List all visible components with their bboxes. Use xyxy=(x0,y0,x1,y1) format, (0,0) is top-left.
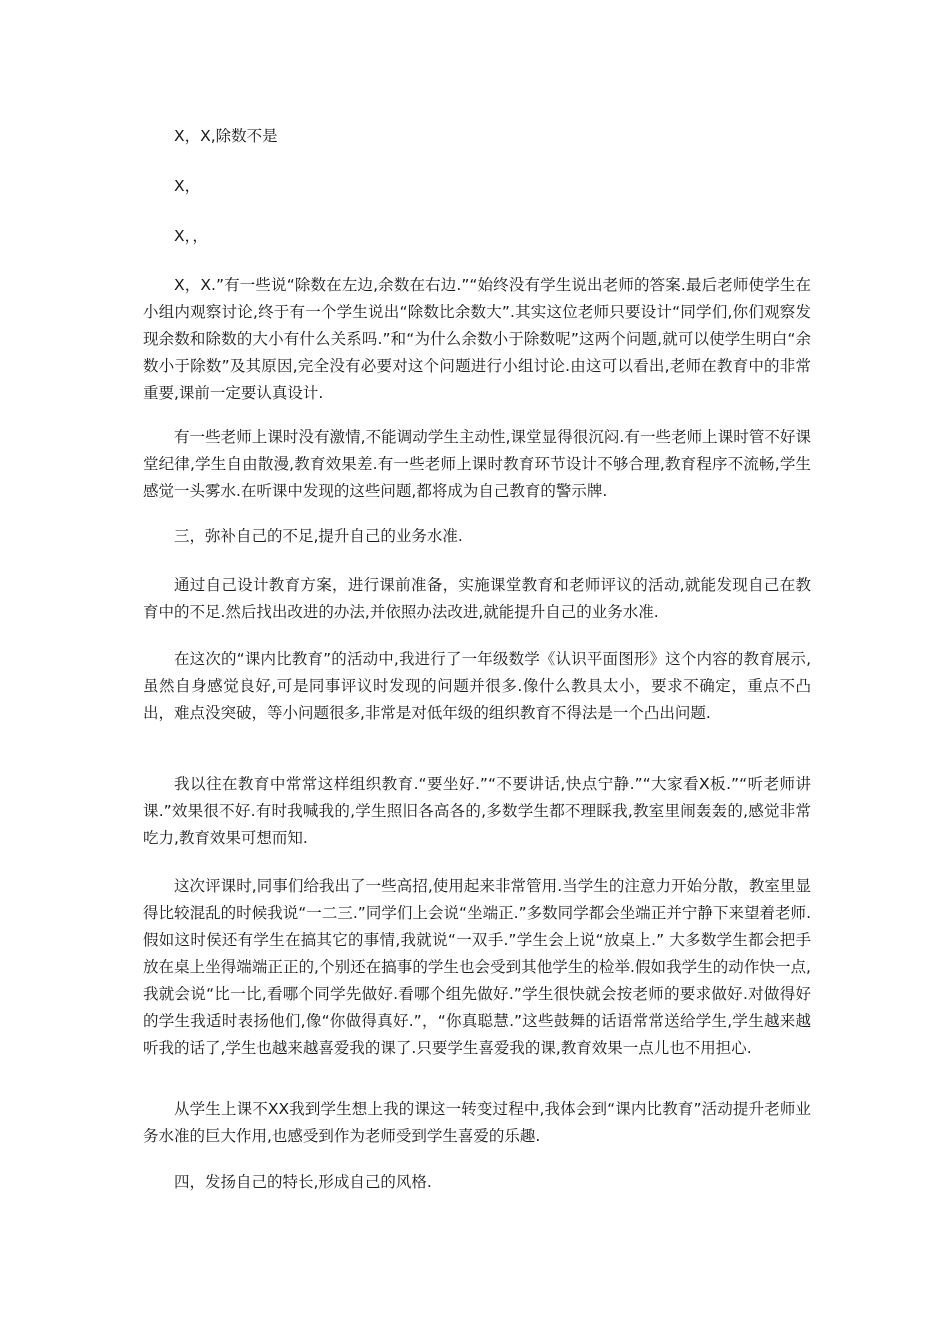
paragraph-3: X，， xyxy=(174,227,208,245)
paragraph-8: 我以往在教育中常常这样组织教育.“要坐好.”“不要讲话,快点宁静.”“大家看X板.”“听老师讲课.”效果很不好.有时我喊我的,学生照旧各高各的,多数学生都不理睬我,教室里闹轰轰的,感觉非常吃力,教育效果可想而知. xyxy=(143,775,811,847)
paragraph-6: 通过自己设计教育方案，进行课前准备，实施课堂教育和老师评议的活动,就能发现自己在教育中的不足.然后找出改进的办法,并依照办法改进,就能提升自己的业务水准. xyxy=(143,576,811,621)
paragraph-2: X， xyxy=(174,177,201,195)
paragraph-5: 有一些老师上课时没有激情,不能调动学生主动性,课堂显得很沉闷.有一些老师上课时管不好课堂纪律,学生自由散漫,教育效果差.有一些老师上课时教育环节设计不够合理,教育程序不流畅,学生感觉一头雾水.在听课中发现的这些问题,都将成为自己教育的警示牌. xyxy=(143,428,811,500)
paragraph-1: X，X,除数不是 xyxy=(174,127,278,145)
paragraph-4: X，X.”有一些说“除数在左边,余数在右边.”“始终没有学生说出老师的答案.最后老师使学生在小组内观察讨论,终于有一个学生说出“除数比余数大”.其实这位老师只要设计“同学们,你们观察发现余数和除数的大小有什么关系吗.”和“为什么余数小于除数呢”这两个问题,就可以使学生明白“余数小于除数”及其原因,完全没有必要对这个问题进行小组讨论.由这可以看出,老师在教育中的非常重要,课前一定要认真设计. xyxy=(143,276,811,402)
section-heading-3: 三，弥补自己的不足,提升自己的业务水准. xyxy=(174,527,463,545)
paragraph-7: 在这次的“课内比教育”的活动中,我进行了一年级数学《认识平面图形》这个内容的教育展示,虽然自身感觉良好,可是同事评议时发现的问题并很多.像什么教具太小，要求不确定，重点不凸出，难点没突破，等小问题很多,非常是对低年级的组织教育不得法是一个凸出问题. xyxy=(143,650,811,722)
paragraph-9: 这次评课时,同事们给我出了一些高招,使用起来非常管用.当学生的注意力开始分散，教室里显得比较混乱的时候我说“一二三.”同学们上会说“坐端正.”多数同学都会坐端正并宁静下来望着老师.假如这时侯还有学生在搞其它的事情,我就说“一双手.”学生会上说“放桌上.” 大多数学生都会把手放在桌上坐得端端正正的,个别还在搞事的学生也会受到其他学生的检举.假如我学生的动作快一点,我就会说“比一比,看哪个同学先做好.看哪个组先做好.”学生很快就会按老师的要求做好.对做得好的学生我适时表扬他们,像“你做得真好.”，“你真聪慧.”这些鼓舞的话语常常送给学生,学生越来越听我的话了,学生也越来越喜爱我的课了.只要学生喜爱我的课,教育效果一点儿也不用担心. xyxy=(143,877,811,1057)
section-heading-4: 四，发扬自己的特长,形成自己的风格. xyxy=(174,1173,432,1191)
paragraph-10: 从学生上课不XX我到学生想上我的课这一转变过程中,我体会到“课内比教育”活动提升老师业务水准的巨大作用,也感受到作为老师受到学生喜爱的乐趣. xyxy=(143,1100,811,1145)
